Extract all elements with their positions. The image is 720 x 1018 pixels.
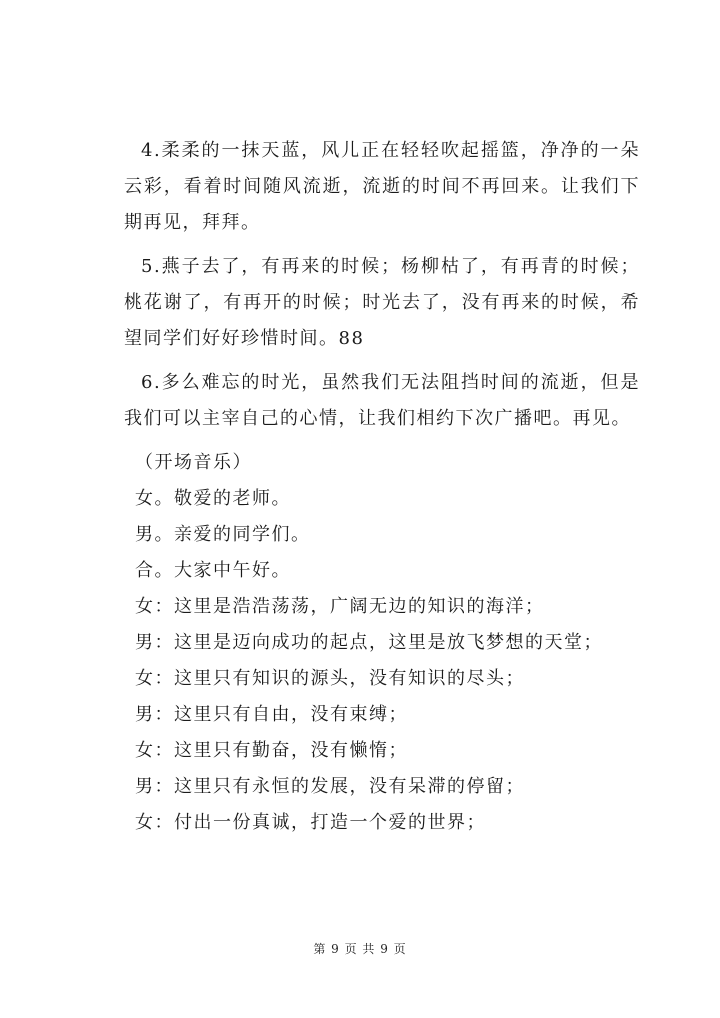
script-line: 女：付出一份真诚，打造一个爱的世界； bbox=[135, 812, 486, 833]
script-line: 男：这里只有自由，没有束缚； bbox=[135, 704, 408, 725]
script-line: 男。亲爱的同学们。 bbox=[135, 524, 311, 545]
script-line: 女。敬爱的老师。 bbox=[135, 488, 291, 509]
page-content bbox=[124, 133, 640, 841]
paragraph-6: 6.多么难忘的时光，虽然我们无法阻挡时间的流逝，但是我们可以主宰自己的心情，让我们相约下次广播吧。再见。 bbox=[124, 372, 640, 429]
page-number-footer: 第 9 页 共 9 页 bbox=[313, 942, 407, 956]
script-line-opening-music: （开场音乐） bbox=[135, 452, 252, 473]
script-line: 女：这里只有勤奋，没有懒惰； bbox=[135, 740, 408, 761]
script-line: 男：这里是迈向成功的起点，这里是放飞梦想的天堂； bbox=[135, 632, 603, 653]
script-line: 女：这里是浩浩荡荡，广阔无边的知识的海洋； bbox=[135, 596, 545, 617]
paragraph-4: 4.柔柔的一抹天蓝，风儿正在轻轻吹起摇篮，净净的一朵云彩，看着时间随风流逝，流逝的时间不再回来。让我们下期再见，拜拜。 bbox=[124, 140, 640, 233]
paragraph-5: 5.燕子去了，有再来的时候；杨柳枯了，有再青的时候；桃花谢了，有再开的时候；时光去了，没有再来的时候，希望同学们好好珍惜时间。88 bbox=[124, 256, 640, 349]
script-line: 女：这里只有知识的源头，没有知识的尽头； bbox=[135, 668, 525, 689]
script-line: 合。大家中午好。 bbox=[135, 560, 291, 581]
script-line: 男：这里只有永恒的发展，没有呆滞的停留； bbox=[135, 776, 525, 797]
